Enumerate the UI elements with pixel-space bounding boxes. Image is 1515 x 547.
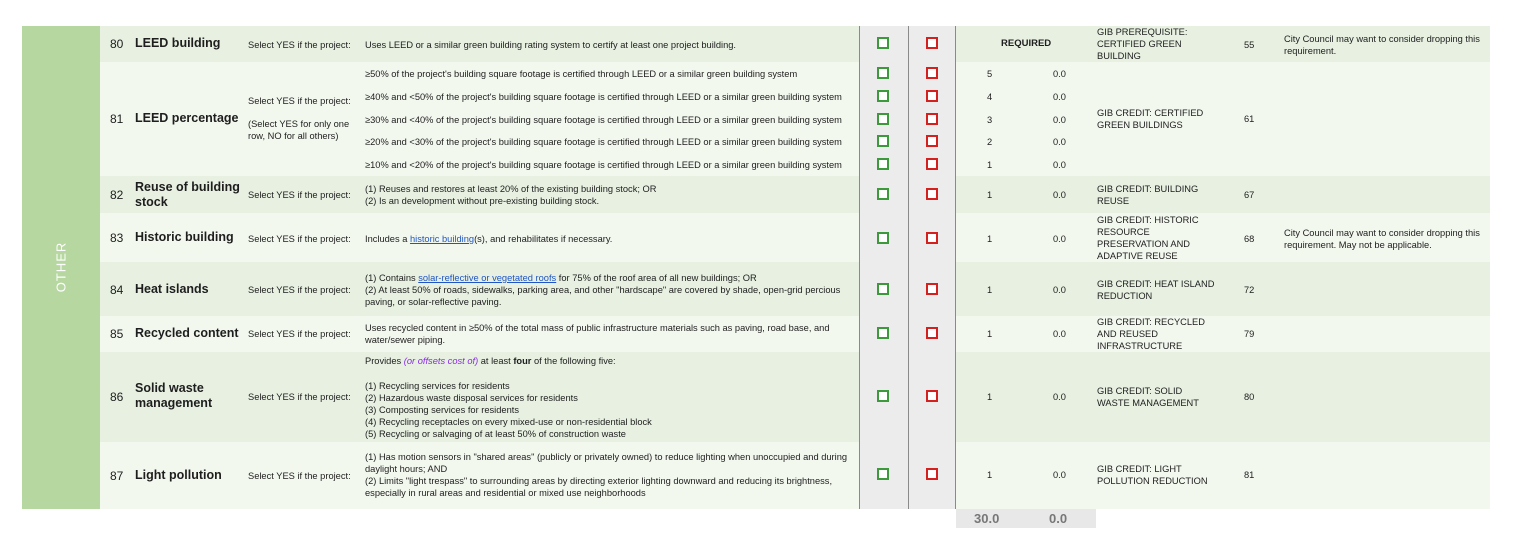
row-condition: Select YES if the project: (248, 96, 351, 106)
list-item: (3) Composting services for residents (365, 405, 519, 415)
points-value: 4 (987, 92, 993, 102)
row-condition: Select YES if the project: (248, 40, 351, 50)
row-description (365, 272, 757, 284)
offset-note: (or offsets cost of) (403, 356, 479, 366)
score-value: 0.0 (1053, 234, 1066, 244)
page-number: 67 (1244, 190, 1255, 200)
row-title: LEED percentage (135, 111, 239, 125)
row-description: (2) Is an development without pre-existing building stock. (365, 196, 600, 206)
column-divider (908, 26, 909, 509)
score-value: 0.0 (1053, 69, 1066, 79)
score-value: 0.0 (1053, 137, 1066, 147)
points-value: 5 (987, 69, 993, 79)
row-number: 83 (110, 231, 124, 245)
gib-reference: GIB CREDIT: RECYCLED AND REUSED INFRASTRUCTURE (1097, 317, 1205, 351)
column-divider (955, 26, 956, 509)
row-number: 87 (110, 469, 124, 483)
page-number: 81 (1244, 470, 1255, 480)
row-condition: Select YES if the project: (248, 471, 351, 481)
no-checkbox[interactable] (926, 188, 938, 200)
yes-checkbox[interactable] (877, 327, 889, 339)
row-title: Solid waste management (135, 381, 213, 410)
list-item: (4) Recycling receptacles on every mixed-use or non-residential block (365, 417, 652, 427)
points-value: 3 (987, 115, 993, 125)
score-value: 0.0 (1053, 470, 1066, 480)
description-text: at least (478, 356, 514, 366)
no-checkbox[interactable] (926, 283, 938, 295)
row-number: 84 (110, 283, 124, 297)
list-item: (2) Hazardous waste disposal services for residents (365, 393, 578, 403)
yes-checkbox[interactable] (877, 158, 889, 170)
gib-reference: GIB CREDIT: HEAT ISLAND REDUCTION (1097, 279, 1215, 301)
row-description: (2) At least 50% of roads, sidewalks, parking area, and other "hardscape" are covered by shade, open-grid percious paving, or solar-reflective paving. (365, 285, 841, 307)
gib-reference: GIB CREDIT: BUILDING REUSE (1097, 184, 1199, 206)
page-number: 55 (1244, 40, 1255, 50)
yes-checkbox[interactable] (877, 67, 889, 79)
description-text: Provides (365, 356, 404, 366)
no-checkbox[interactable] (926, 468, 938, 480)
solar-reflective-roofs-link[interactable]: solar-reflective or vegetated roofs (418, 273, 557, 283)
description-text: (1) Contains (365, 273, 419, 283)
score-value: 0.0 (1053, 190, 1066, 200)
row-title: Recycled content (135, 326, 239, 340)
points-value: 1 (987, 160, 993, 170)
points-value: 2 (987, 137, 993, 147)
section-sidebar (22, 26, 100, 509)
row-note: City Council may want to consider dropping this requirement. May not be applicable. (1284, 228, 1480, 250)
score-value: 0.0 (1053, 92, 1066, 102)
yes-checkbox[interactable] (877, 283, 889, 295)
yes-checkbox[interactable] (877, 188, 889, 200)
row-intro (365, 355, 616, 367)
row-description: ≥20% and <30% of the project's building square footage is certified through LEED or a similar green building system (365, 137, 842, 147)
row-number: 81 (110, 112, 124, 126)
row-condition: Select YES if the project: (248, 329, 351, 339)
row-condition: Select YES if the project: (248, 234, 351, 244)
no-checkbox[interactable] (926, 37, 938, 49)
row-description: Uses recycled content in ≥50% of the total mass of public infrastructure materials such as paving, road base, and water/sewer piping. (365, 323, 830, 345)
score-total: 0.0 (1026, 509, 1096, 528)
points-value: 1 (987, 285, 993, 295)
row-number: 80 (110, 37, 124, 51)
list-item: (1) Recycling services for residents (365, 381, 510, 391)
row-description: ≥40% and <50% of the project's building square footage is certified through LEED or a similar green building system (365, 92, 842, 102)
yes-checkbox[interactable] (877, 113, 889, 125)
row-condition-note: (Select YES for only one row, NO for all others) (248, 119, 350, 141)
list-item: (5) Recycling or salvaging of at least 50% of construction waste (365, 429, 626, 439)
row-description: Uses LEED or a similar green building rating system to certify at least one project building. (365, 40, 737, 50)
no-checkbox[interactable] (926, 232, 938, 244)
gib-reference: GIB CREDIT: SOLID WASTE MANAGEMENT (1097, 386, 1199, 408)
row-condition: Select YES if the project: (248, 392, 351, 402)
points-value: 1 (987, 190, 993, 200)
description-text: (s), and rehabilitates if necessary. (474, 234, 613, 244)
row-title: Heat islands (135, 282, 209, 296)
row-note: City Council may want to consider dropping this requirement. (1284, 34, 1480, 56)
gib-reference: GIB CREDIT: CERTIFIED GREEN BUILDINGS (1097, 108, 1204, 130)
gib-reference: GIB CREDIT: LIGHT POLLUTION REDUCTION (1097, 464, 1208, 486)
historic-building-link[interactable]: historic building (409, 234, 475, 244)
points-value: 1 (987, 392, 993, 402)
row-description: ≥30% and <40% of the project's building square footage is certified through LEED or a similar green building system (365, 115, 842, 125)
yes-checkbox[interactable] (877, 37, 889, 49)
yes-checkbox[interactable] (877, 90, 889, 102)
row-description: (2) Limits "light trespass" to surrounding areas by directing exterior lighting downward and reducing its brightness, especially in rural areas and residential or mixed use neighborhoods (365, 476, 833, 498)
row-condition: Select YES if the project: (248, 285, 351, 295)
score-value: 0.0 (1053, 392, 1066, 402)
row-title: Reuse of building stock (135, 180, 240, 209)
yes-checkbox[interactable] (877, 135, 889, 147)
page-number: 72 (1244, 285, 1255, 295)
yes-checkbox[interactable] (877, 232, 889, 244)
no-checkbox[interactable] (926, 390, 938, 402)
points-total: 30.0 (956, 509, 1026, 528)
no-checkbox[interactable] (926, 90, 938, 102)
score-value: 0.0 (1053, 160, 1066, 170)
page-number: 68 (1244, 234, 1255, 244)
row-number: 85 (110, 327, 124, 341)
row-description (365, 233, 612, 245)
row-description: ≥50% of the project's building square footage is certified through LEED or a similar green building system (365, 69, 798, 79)
description-text: of the following five: (531, 356, 616, 366)
yes-checkbox[interactable] (877, 390, 889, 402)
criteria-table (22, 26, 1490, 509)
yes-checkbox[interactable] (877, 468, 889, 480)
score-value: 0.0 (1053, 285, 1066, 295)
no-checkbox[interactable] (926, 327, 938, 339)
row-number: 86 (110, 390, 124, 404)
points-value: 1 (987, 329, 993, 339)
row-title: LEED building (135, 36, 221, 50)
gib-reference: GIB CREDIT: HISTORIC RESOURCE PRESERVATION AND ADAPTIVE REUSE (1097, 215, 1199, 261)
points-value: 1 (987, 234, 993, 244)
page-number: 80 (1244, 392, 1255, 402)
description-text: for 75% of the roof area of all new buildings; OR (556, 273, 757, 283)
row-title: Light pollution (135, 468, 222, 482)
column-divider (859, 26, 860, 509)
row-description: (1) Reuses and restores at least 20% of the existing building stock; OR (365, 184, 657, 194)
gib-reference: GIB PREREQUISITE: CERTIFIED GREEN BUILDING (1097, 27, 1188, 61)
score-value: 0.0 (1053, 329, 1066, 339)
row-number: 82 (110, 188, 124, 202)
section-label: OTHER (53, 241, 69, 293)
no-checkbox[interactable] (926, 158, 938, 170)
page-number: 61 (1244, 114, 1255, 124)
no-checkbox[interactable] (926, 113, 938, 125)
description-text: Includes a (365, 234, 410, 244)
no-checkbox[interactable] (926, 67, 938, 79)
status-badge: REQUIRED (1001, 38, 1052, 49)
row-title: Historic building (135, 230, 234, 244)
row-description: (1) Has motion sensors in "shared areas" (publicly or privately owned) to reduce lighting when unoccupied and during daylight hours; AND (365, 452, 848, 474)
emphasis-count: four (513, 356, 532, 366)
no-checkbox[interactable] (926, 135, 938, 147)
score-value: 0.0 (1053, 115, 1066, 125)
row-description: ≥10% and <20% of the project's building square footage is certified through LEED or a similar green building system (365, 160, 842, 170)
page-number: 79 (1244, 329, 1255, 339)
points-value: 1 (987, 470, 993, 480)
row-condition: Select YES if the project: (248, 190, 351, 200)
